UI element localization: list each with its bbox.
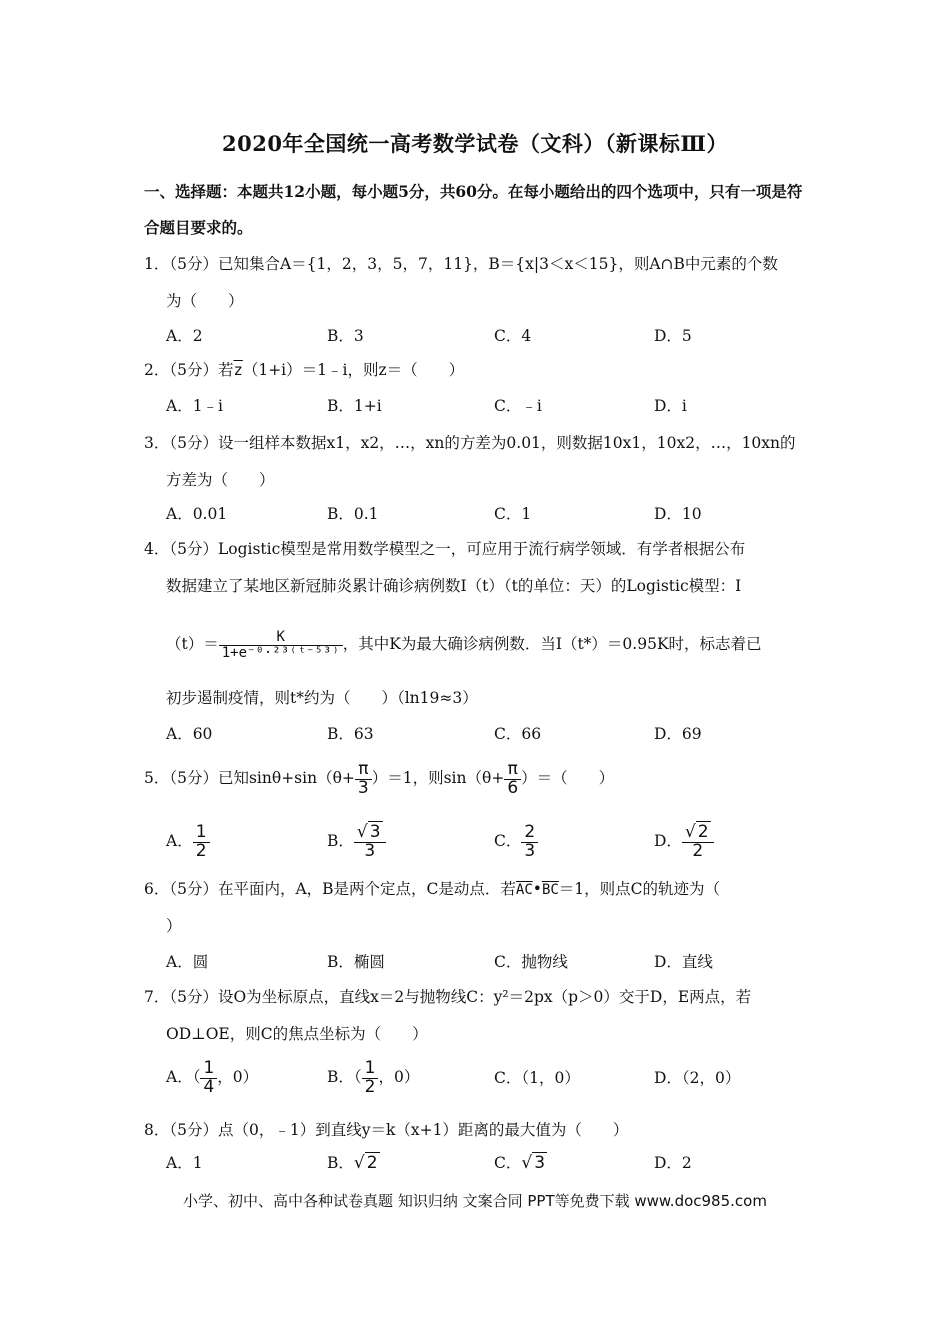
q8-c-label: C． [494, 1154, 522, 1172]
q5-c-den: 3 [524, 840, 536, 861]
q5-option-b [327, 818, 386, 864]
q4-option-a: A．60 [166, 725, 213, 743]
q5-option-a [166, 818, 210, 864]
q7-b-den: 2 [364, 1076, 376, 1097]
q4-fraction-numerator: K [219, 630, 343, 646]
q8-option-d: D．2 [654, 1154, 692, 1172]
q8-option-b [327, 1151, 380, 1175]
q3-option-b: B．0.1 [327, 505, 379, 523]
q5-option-a-fraction [193, 821, 210, 861]
q7-a-den: 4 [203, 1076, 215, 1097]
q5-option-c-fraction [521, 821, 538, 861]
q5-option-c [494, 818, 538, 864]
q6-vector-bc: $\overline{BC}$ [541, 882, 559, 898]
section-heading: 一、选择题：本题共12小题，每小题5分，共60分。在每小题给出的四个选项中，只有一项是符合题目要求的。 [144, 182, 803, 237]
q6-stem-pre: 6．（5分）在平面内，A，B是两个定点，C是动点．若 [144, 880, 516, 898]
q5-d-radicand: 2 [697, 821, 709, 842]
q6-option-b: B．椭圆 [327, 953, 385, 971]
q3-option-c: C．1 [494, 505, 532, 523]
q5-pi-num-1: π [358, 758, 369, 779]
q6-dot: • [532, 880, 542, 898]
q5-option-b-label: B． [327, 832, 354, 850]
q5-stem-mid: ）＝1，则sin（θ+ [371, 769, 505, 787]
q5-b-radicand: 3 [369, 821, 381, 842]
q2-zbar: $\overline{z}$ [233, 361, 243, 379]
q4-option-c: C．66 [494, 725, 542, 743]
q5-frac-pi-6 [504, 758, 521, 798]
q6-stem [144, 877, 720, 902]
page-title: 2020年全国统一高考数学试卷（文科）（新课标Ⅲ） [221, 131, 729, 156]
q6-option-a: A．圆 [166, 953, 209, 971]
q8-stem: 8．（5分）点（0，﹣1）到直线y＝k（x+1）距离的最大值为（ ） [144, 1121, 629, 1139]
q7-stem-line2: OD⊥OE，则C的焦点坐标为（ ） [166, 1025, 428, 1043]
q4-fraction-denominator: 1+e⁻⁰·²³⁽ᵗ⁻⁵³⁾ [221, 644, 340, 661]
q2-option-d: D．i [654, 397, 687, 415]
q5-option-c-label: C． [494, 832, 522, 850]
q1-option-b: B．3 [327, 327, 364, 345]
q8-c-sqrt: √ 3 [521, 1153, 546, 1173]
q8-b-radicand: 2 [366, 1153, 378, 1173]
q2-stem [144, 358, 464, 382]
q7-b-label: B．（ [327, 1068, 362, 1086]
q7-option-a [166, 1054, 258, 1100]
q5-c-num: 2 [521, 824, 538, 843]
q7-stem-line1: 7．（5分）设O为坐标原点，直线x＝2与抛物线C：y²＝2px（p＞0）交于D，E两点，若 [144, 988, 752, 1006]
q4-option-b: B．63 [327, 725, 374, 743]
q4-line3-pre: （t）＝ [166, 635, 219, 653]
q2-stem-pre: 2．（5分）若 [144, 361, 234, 379]
q6-stem-post: ＝1，则点C的轨迹为（ [558, 880, 721, 898]
q2-option-b: B．1+i [327, 397, 382, 415]
q5-stem-post: ）＝（ ） [521, 769, 615, 787]
q5-stem-pre: 5．（5分）已知sinθ+sin（θ+ [144, 769, 355, 787]
q7-option-c: C．（1，0） [494, 1069, 580, 1087]
q7-option-d: D．（2，0） [654, 1069, 741, 1087]
q5-b-den: 3 [364, 840, 376, 861]
q8-b-label: B． [327, 1154, 354, 1172]
q1-stem-line1: 1．（5分）已知集合A＝{1，2，3，5，7，11}，B＝{x|3＜x＜15}，则A∩B中元素的个数 [144, 255, 778, 273]
q8-option-a: A．1 [166, 1154, 203, 1172]
q2-option-a: A．1﹣i [166, 397, 224, 415]
q4-formula-fraction [219, 630, 343, 660]
q4-line3-post: ，其中K为最大确诊病例数．当I（t*）＝0.95K时，标志着已 [342, 635, 762, 653]
q5-option-d-fraction [682, 821, 714, 861]
q5-option-b-fraction [354, 821, 386, 861]
q3-option-a: A．0.01 [166, 505, 228, 523]
q2-option-c: C．﹣i [494, 397, 542, 415]
q8-c-radicand: 3 [534, 1153, 546, 1173]
q4-stem-line4: 初步遏制疫情，则t*约为（ ）（ln19≈3） [166, 689, 478, 707]
q7-a-fraction [200, 1057, 217, 1097]
q8-option-c [494, 1151, 547, 1175]
q7-a-post: ，0） [217, 1068, 259, 1086]
q5-a-den: 2 [195, 840, 207, 861]
q5-d-den: 2 [692, 840, 704, 861]
q5-a-num: 1 [193, 824, 210, 843]
q5-den-6: 6 [504, 779, 521, 798]
q7-a-num: 1 [200, 1060, 217, 1079]
q1-stem-line2: 为（ ） [166, 292, 244, 310]
q5-option-d-label: D． [654, 832, 682, 850]
q1-option-a: A．2 [166, 327, 203, 345]
q4-stem-line2: 数据建立了某地区新冠肺炎累计确诊病例数I（t）（t的单位：天）的Logistic模型：I [166, 577, 742, 595]
q5-den-3: 3 [355, 779, 372, 798]
q3-stem-line1: 3．（5分）设一组样本数据x1，x2，…，xn的方差为0.01，则数据10x1，10x2，…，10xn的 [144, 434, 796, 452]
q5-b-num: √ 3 [354, 824, 386, 843]
q6-option-c: C．抛物线 [494, 953, 568, 971]
q5-option-d [654, 818, 714, 864]
q7-b-fraction [362, 1057, 379, 1097]
q5-option-a-label: A． [166, 832, 193, 850]
q6-vector-ac: $\overline{AC}$ [515, 882, 533, 898]
q5-pi-num-2: π [507, 758, 518, 779]
q1-option-d: D．5 [654, 327, 692, 345]
q5-d-num: √ 2 [682, 824, 714, 843]
q6-option-d: D．直线 [654, 953, 713, 971]
q1-option-c: C．4 [494, 327, 532, 345]
q6-stem-line2: ） [166, 917, 182, 935]
q5-frac-pi-3 [355, 758, 372, 798]
q4-option-d: D．69 [654, 725, 702, 743]
q7-b-post: ，0） [378, 1068, 420, 1086]
q3-option-d: D．10 [654, 505, 702, 523]
q7-option-b [327, 1054, 419, 1100]
q7-b-num: 1 [362, 1060, 379, 1079]
q7-a-label: A．（ [166, 1068, 201, 1086]
footer-advert: 小学、初中、高中各种试卷真题 知识归纳 文案合同 PPT等免费下载 www.doc985.com [183, 1192, 767, 1210]
q4-stem-line3 [166, 624, 762, 664]
q4-stem-line1: 4．（5分）Logistic模型是常用数学模型之一，可应用于流行病学领域．有学者根据公布 [144, 540, 746, 558]
q8-b-sqrt: √ 2 [353, 1153, 378, 1173]
q5-stem [144, 756, 614, 800]
q3-stem-line2: 方差为（ ） [166, 471, 275, 489]
q2-stem-post: （1+i）＝1﹣i，则z＝（ ） [242, 361, 465, 379]
